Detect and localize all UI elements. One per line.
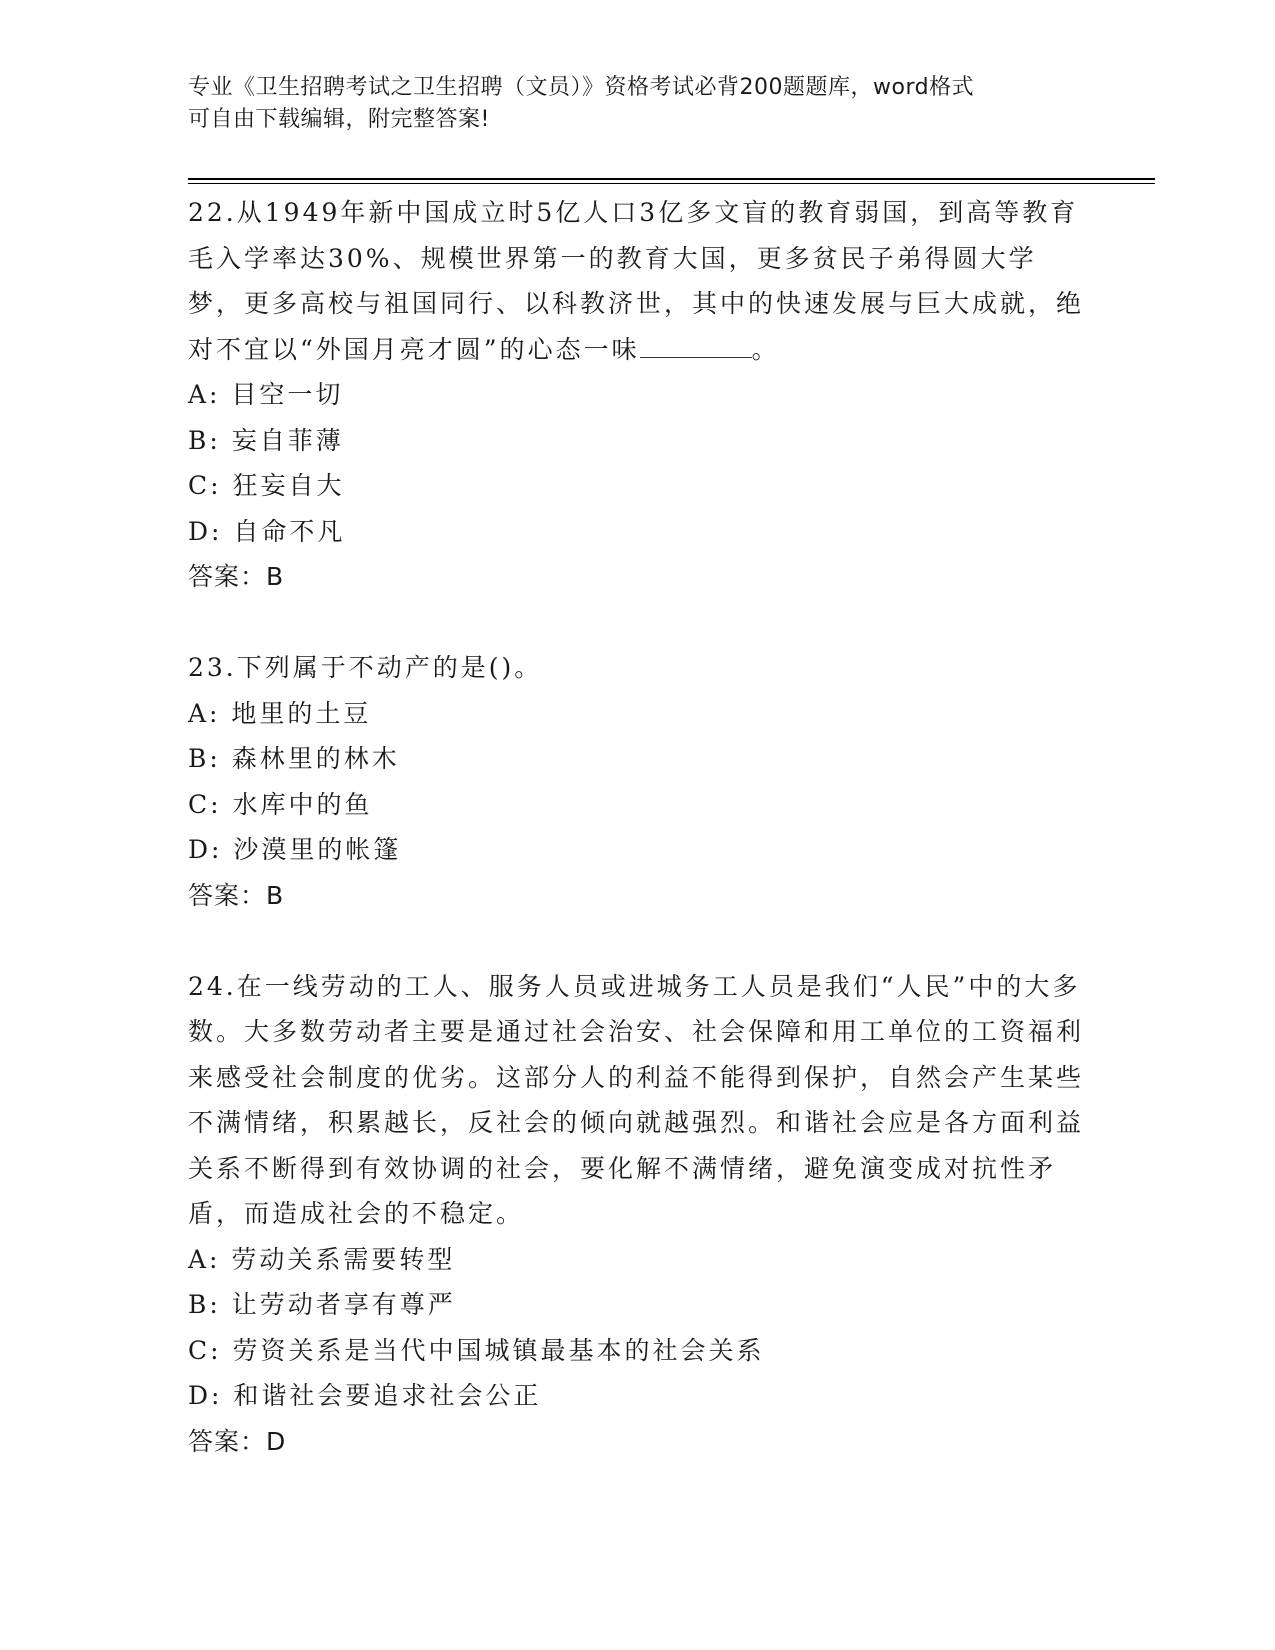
header-divider <box>188 178 1155 184</box>
question-24 <box>188 964 1088 1465</box>
question-text: 23.下列属于不动产的是()。 <box>188 653 543 682</box>
answer-line: 答案：D <box>188 1426 287 1456</box>
question-text: 24.在一线劳动的工人、服务人员或进城务工人员是我们“人民”中的大多数。大多数劳动者主要是通过社会治安、社会保障和用工单位的工资福利来感受社会制度的优劣。这部分人的利益不能得到保护，自然会产生某些不满情绪，积累越长，反社会的倾向就越强烈。和谐社会应是各方面利益关系不断得到有效协调的社会，要化解不满情绪，避免演变成对抗性矛盾，而造成社会的不稳定。 <box>188 971 1085 1228</box>
question-list <box>188 190 1088 1464</box>
question-spacer <box>188 600 1088 646</box>
question-text-end: 。 <box>751 334 780 364</box>
option-b: B: 让劳动者享有尊严 <box>188 1290 456 1319</box>
option-a: A: 目空一切 <box>188 380 344 409</box>
question-spacer <box>188 918 1088 964</box>
option-b: B: 妄自菲薄 <box>188 425 344 455</box>
option-d: D: 和谐社会要追求社会公正 <box>188 1381 542 1410</box>
question-text <box>188 190 1088 372</box>
question-text-part: 22.从1949年新中国成立时5亿人口3亿多文盲的教育弱国，到高等教育毛入学率达30%、规模世界第一的教育大国，更多贫民子弟得圆大学梦，更多高校与祖国同行、以科教济世，其中的快速发展与巨大成就，绝对不宜以“外国月亮才圆”的心态一味 <box>188 198 1085 364</box>
answer-line: 答案：B <box>188 880 285 910</box>
option-c: C: 狂妄自大 <box>188 471 345 500</box>
header-line-1: 专业《卫生招聘考试之卫生招聘（文员）》资格考试必背200题题库，word格式 <box>188 75 975 100</box>
option-d: D: 自命不凡 <box>188 516 346 546</box>
question-23 <box>188 645 1088 918</box>
question-22 <box>188 190 1088 600</box>
option-b: B: 森林里的林木 <box>188 744 400 773</box>
answer-line: 答案：B <box>188 562 285 591</box>
option-a: A: 地里的土豆 <box>188 698 372 728</box>
option-c: C: 水库中的鱼 <box>188 789 373 819</box>
option-a: A: 劳动关系需要转型 <box>188 1244 456 1274</box>
fill-in-blank <box>640 331 752 358</box>
option-d: D: 沙漠里的帐篷 <box>188 835 402 864</box>
option-c: C: 劳资关系是当代中国城镇最基本的社会关系 <box>188 1335 765 1365</box>
document-header <box>188 72 1068 136</box>
header-line-2: 可自由下载编辑，附完整答案! <box>188 107 490 132</box>
